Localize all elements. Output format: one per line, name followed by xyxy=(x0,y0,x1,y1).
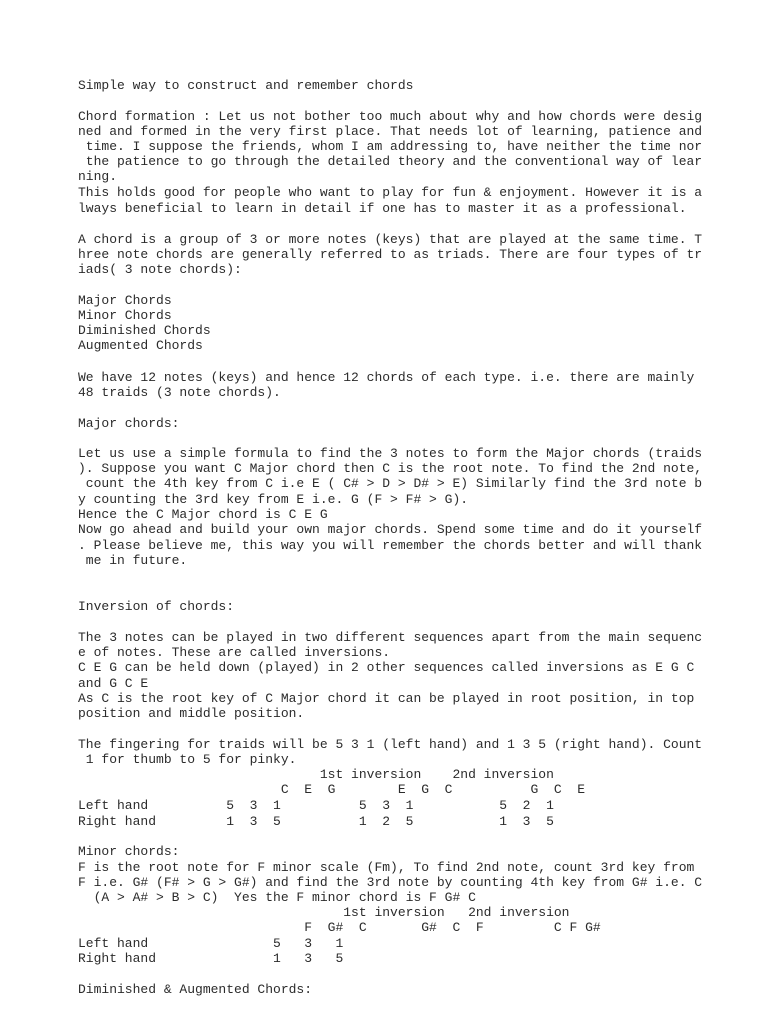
minor-paragraph-line: (A > A# > B > C) Yes the F minor chord is F G# C xyxy=(78,890,476,905)
intro-line: ned and formed in the very first place. That needs lot of learning, patience and xyxy=(78,124,703,139)
inversion-paragraph-line: position and middle position. xyxy=(78,706,305,721)
major-chords-heading: Major chords: xyxy=(78,416,180,431)
twelve-notes-line: We have 12 notes (keys) and hence 12 chords of each type. i.e. there are mainly xyxy=(78,370,695,385)
chord-type-item: Major Chords xyxy=(78,293,172,308)
inversion-paragraph-line: C E G can be held down (played) in 2 other sequences called inversions as E G C xyxy=(78,660,695,675)
document-title: Simple way to construct and remember chords xyxy=(78,78,414,93)
intro-line: This holds good for people who want to play for fun & enjoyment. However it is a xyxy=(78,185,703,200)
major-table-inversion-header: 1st inversion 2nd inversion xyxy=(78,767,554,782)
chord-definition-line: hree note chords are generally referred to as triads. There are four types of tr xyxy=(78,247,703,262)
dim-aug-heading: Diminished & Augmented Chords: xyxy=(78,982,313,997)
major-table-left-hand-row: Left hand 5 3 1 5 3 1 5 2 1 xyxy=(78,798,554,813)
major-table-notes-header: C E G E G C G C E xyxy=(78,782,586,797)
major-paragraph-line: ). Suppose you want C Major chord then C is the root note. To find the 2nd note, xyxy=(78,461,703,476)
major-paragraph-line: me in future. xyxy=(78,553,188,568)
fingering-line: 1 for thumb to 5 for pinky. xyxy=(78,752,297,767)
twelve-notes-line: 48 traids (3 note chords). xyxy=(78,385,281,400)
minor-table-inversion-header: 1st inversion 2nd inversion xyxy=(78,905,570,920)
major-paragraph-line: Now go ahead and build your own major chords. Spend some time and do it yourself xyxy=(78,522,703,537)
minor-paragraph-line: F is the root note for F minor scale (Fm), To find 2nd note, count 3rd key from xyxy=(78,860,695,875)
intro-line: lways beneficial to learn in detail if one has to master it as a professional. xyxy=(78,201,687,216)
intro-line: time. I suppose the friends, whom I am addressing to, have neither the time nor xyxy=(78,139,703,154)
chord-type-item: Diminished Chords xyxy=(78,323,211,338)
major-table-right-hand-row: Right hand 1 3 5 1 2 5 1 3 5 xyxy=(78,814,554,829)
major-paragraph-line: Let us use a simple formula to find the 3 notes to form the Major chords (traids xyxy=(78,446,703,461)
chord-type-item: Augmented Chords xyxy=(78,338,203,353)
major-paragraph-line: . Please believe me, this way you will remember the chords better and will thank xyxy=(78,538,703,553)
intro-line: ning. xyxy=(78,169,118,184)
inversion-paragraph-line: and G C E xyxy=(78,676,149,691)
minor-table-left-hand-row: Left hand 5 3 1 xyxy=(78,936,344,951)
chord-type-item: Minor Chords xyxy=(78,308,172,323)
minor-paragraph-line: F i.e. G# (F# > G > G#) and find the 3rd note by counting 4th key from G# i.e. C xyxy=(78,875,703,890)
major-paragraph-line: Hence the C Major chord is C E G xyxy=(78,507,328,522)
minor-table-notes-header: F G# C G# C F C F G# xyxy=(78,920,601,935)
inversion-heading: Inversion of chords: xyxy=(78,599,235,614)
inversion-paragraph-line: As C is the root key of C Major chord it can be played in root position, in top xyxy=(78,691,695,706)
chord-definition-line: A chord is a group of 3 or more notes (keys) that are played at the same time. T xyxy=(78,232,703,247)
intro-line: Chord formation : Let us not bother too much about why and how chords were desig xyxy=(78,109,703,124)
minor-table-right-hand-row: Right hand 1 3 5 xyxy=(78,951,344,966)
inversion-paragraph-line: The 3 notes can be played in two different sequences apart from the main sequenc xyxy=(78,630,703,645)
major-paragraph-line: y counting the 3rd key from E i.e. G (F > F# > G). xyxy=(78,492,469,507)
major-paragraph-line: count the 4th key from C i.e E ( C# > D > D# > E) Similarly find the 3rd note b xyxy=(78,476,703,491)
inversion-paragraph-line: e of notes. These are called inversions. xyxy=(78,645,391,660)
chord-definition-line: iads( 3 note chords): xyxy=(78,262,242,277)
minor-chords-heading: Minor chords: xyxy=(78,844,180,859)
fingering-line: The fingering for traids will be 5 3 1 (left hand) and 1 3 5 (right hand). Count xyxy=(78,737,703,752)
intro-line: the patience to go through the detailed theory and the conventional way of lear xyxy=(78,154,703,169)
